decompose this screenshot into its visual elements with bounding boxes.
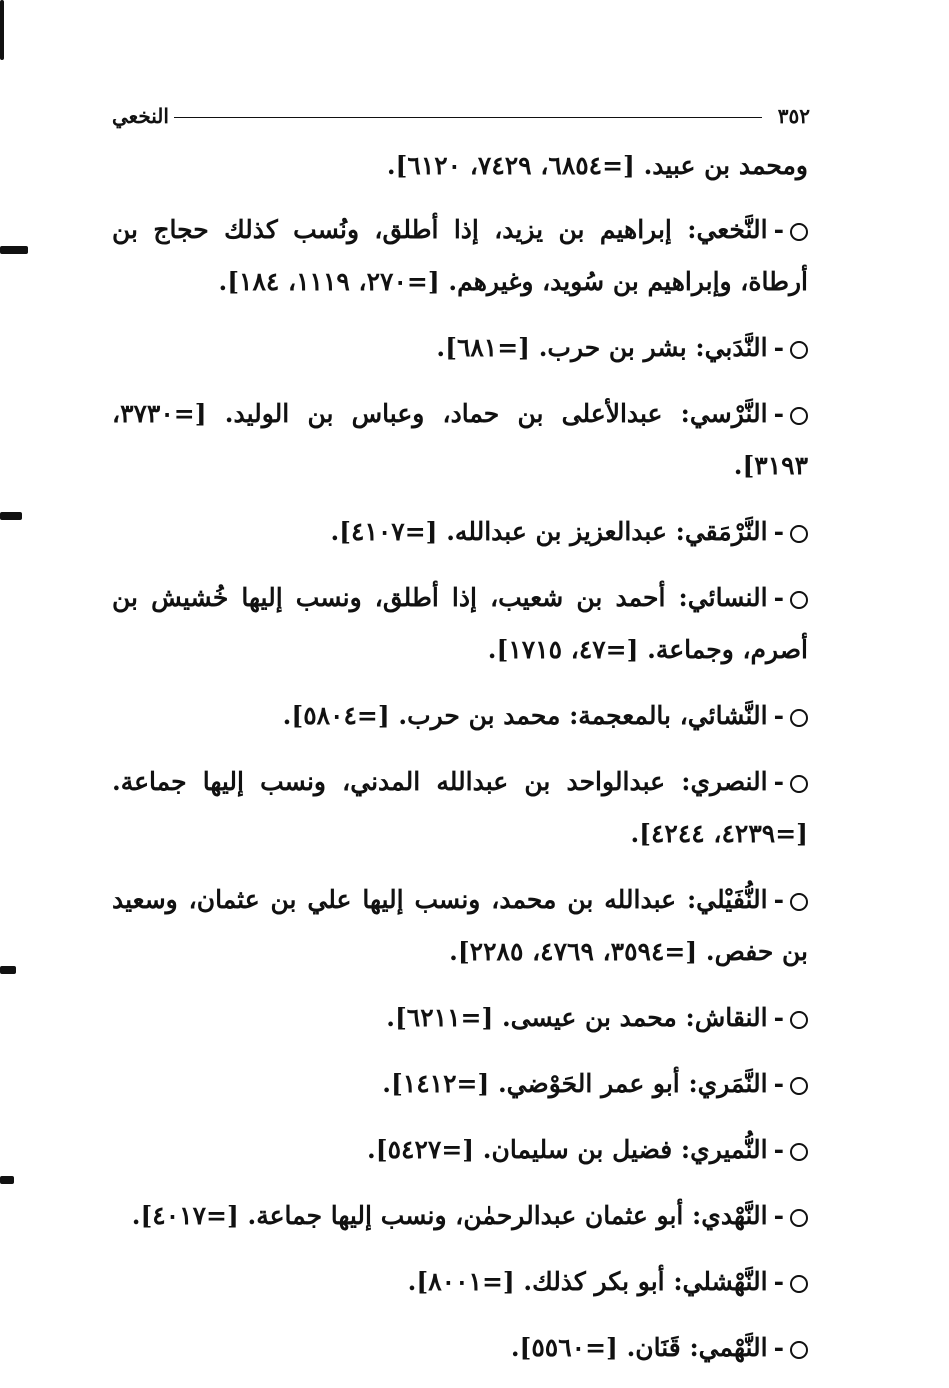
- entry: [112, 1058, 808, 1110]
- circle-bullet-icon: [790, 1143, 808, 1161]
- entry-text: النُّميري: فضيل بن سليمان. [=٥٤٢٧].: [367, 1135, 768, 1164]
- scan-edge-mark: [0, 1176, 14, 1184]
- entry-text: النَّمَري: أبو عمر الحَوْضي. [=١٤١٢].: [382, 1069, 768, 1098]
- entry: [112, 1322, 808, 1374]
- circle-bullet-icon: [790, 1275, 808, 1293]
- page-number: ٣٥٢: [777, 104, 810, 128]
- entry-text: النُّفَيْلي: عبدالله بن محمد، ونسب إليها علي بن عثمان، وسعيد بن حفص. [=٣٥٩٤، ٤٧٦٩، ٢٢٨٥].: [112, 885, 808, 966]
- running-title: النخعي: [112, 104, 169, 128]
- dash: -: [773, 885, 784, 914]
- circle-bullet-icon: [790, 1011, 808, 1029]
- entry-text: النَّهْشلي: أبو بكر كذلك. [=٨٠٠١].: [407, 1267, 768, 1296]
- circle-bullet-icon: [790, 525, 808, 543]
- scan-edge-mark: [0, 0, 4, 60]
- entry: [112, 756, 808, 860]
- circle-bullet-icon: [790, 341, 808, 359]
- entry: [112, 572, 808, 676]
- entry: [112, 992, 808, 1044]
- entry-text: النقاش: محمد بن عيسى. [=٦٢١١].: [386, 1003, 768, 1032]
- circle-bullet-icon: [790, 1077, 808, 1095]
- entry-text: النَّهْمي: قَنَان. [=٥٥٦٠].: [510, 1333, 768, 1362]
- circle-bullet-icon: [790, 893, 808, 911]
- dash: -: [773, 517, 784, 546]
- entry-text: النَّدَبي: بشر بن حرب. [=٦٨١].: [436, 333, 768, 362]
- entry-text: النَّرْمَقي: عبدالعزيز بن عبدالله. [=٤١٠٧].: [330, 517, 768, 546]
- dash: -: [773, 1201, 784, 1230]
- circle-bullet-icon: [790, 775, 808, 793]
- scan-edge-mark: [0, 512, 22, 520]
- header-rule: [174, 117, 762, 118]
- circle-bullet-icon: [790, 407, 808, 425]
- page-header: [112, 104, 810, 130]
- entry-text: النَّرْسي: عبدالأعلى بن حماد، وعباس بن الوليد. [=٣٧٣٠، ٣١٩٣].: [112, 399, 808, 480]
- entry: [112, 388, 808, 492]
- entry: [112, 690, 808, 742]
- entry: [112, 1190, 808, 1242]
- entry-text: النَّشائي، بالمعجمة: محمد بن حرب. [=٥٨٠٤].: [282, 701, 768, 730]
- circle-bullet-icon: [790, 1341, 808, 1359]
- dash: -: [773, 215, 784, 244]
- entry: [112, 506, 808, 558]
- dash: -: [773, 1333, 784, 1362]
- entry: [112, 1124, 808, 1176]
- dash: -: [773, 399, 784, 428]
- circle-bullet-icon: [790, 591, 808, 609]
- entry: [112, 322, 808, 374]
- scan-edge-mark: [0, 966, 16, 974]
- dash: -: [773, 1003, 784, 1032]
- circle-bullet-icon: [790, 1209, 808, 1227]
- entry-text: النسائي: أحمد بن شعيب، إذا أطلق، ونسب إليها خُشيش بن أصرم، وجماعة. [=٤٧، ١٧١٥].: [112, 583, 808, 664]
- scan-edge-mark: [0, 246, 28, 254]
- entry: [112, 1256, 808, 1308]
- circle-bullet-icon: [790, 223, 808, 241]
- entry-text: النَّهْدي: أبو عثمان عبدالرحمٰن، ونسب إليها جماعة. [=٤٠١٧].: [131, 1201, 768, 1230]
- dash: -: [773, 1267, 784, 1296]
- entry-text: النصري: عبدالواحد بن عبدالله المدني، ونسب إليها جماعة. [=٤٢٣٩، ٤٢٤٤].: [112, 767, 808, 848]
- dash: -: [773, 767, 784, 796]
- entry-text: النَّخعي: إبراهيم بن يزيد، إذا أطلق، ونُسب كذلك حجاج بن أرطاة، وإبراهيم بن سُويد، وغيرهم. [=٢٧٠، ١١١٩، ١٨٤].: [112, 215, 808, 296]
- dash: -: [773, 333, 784, 362]
- entry-continuation: [112, 140, 808, 192]
- dash: -: [773, 583, 784, 612]
- entry: [112, 874, 808, 978]
- circle-bullet-icon: [790, 709, 808, 727]
- page-body: [112, 140, 808, 1388]
- dash: -: [773, 1135, 784, 1164]
- entry-text: ومحمد بن عبيد. [=٦٨٥٤، ٧٤٢٩، ٦١٢٠].: [386, 151, 808, 180]
- entry: [112, 204, 808, 308]
- dash: -: [773, 701, 784, 730]
- dash: -: [773, 1069, 784, 1098]
